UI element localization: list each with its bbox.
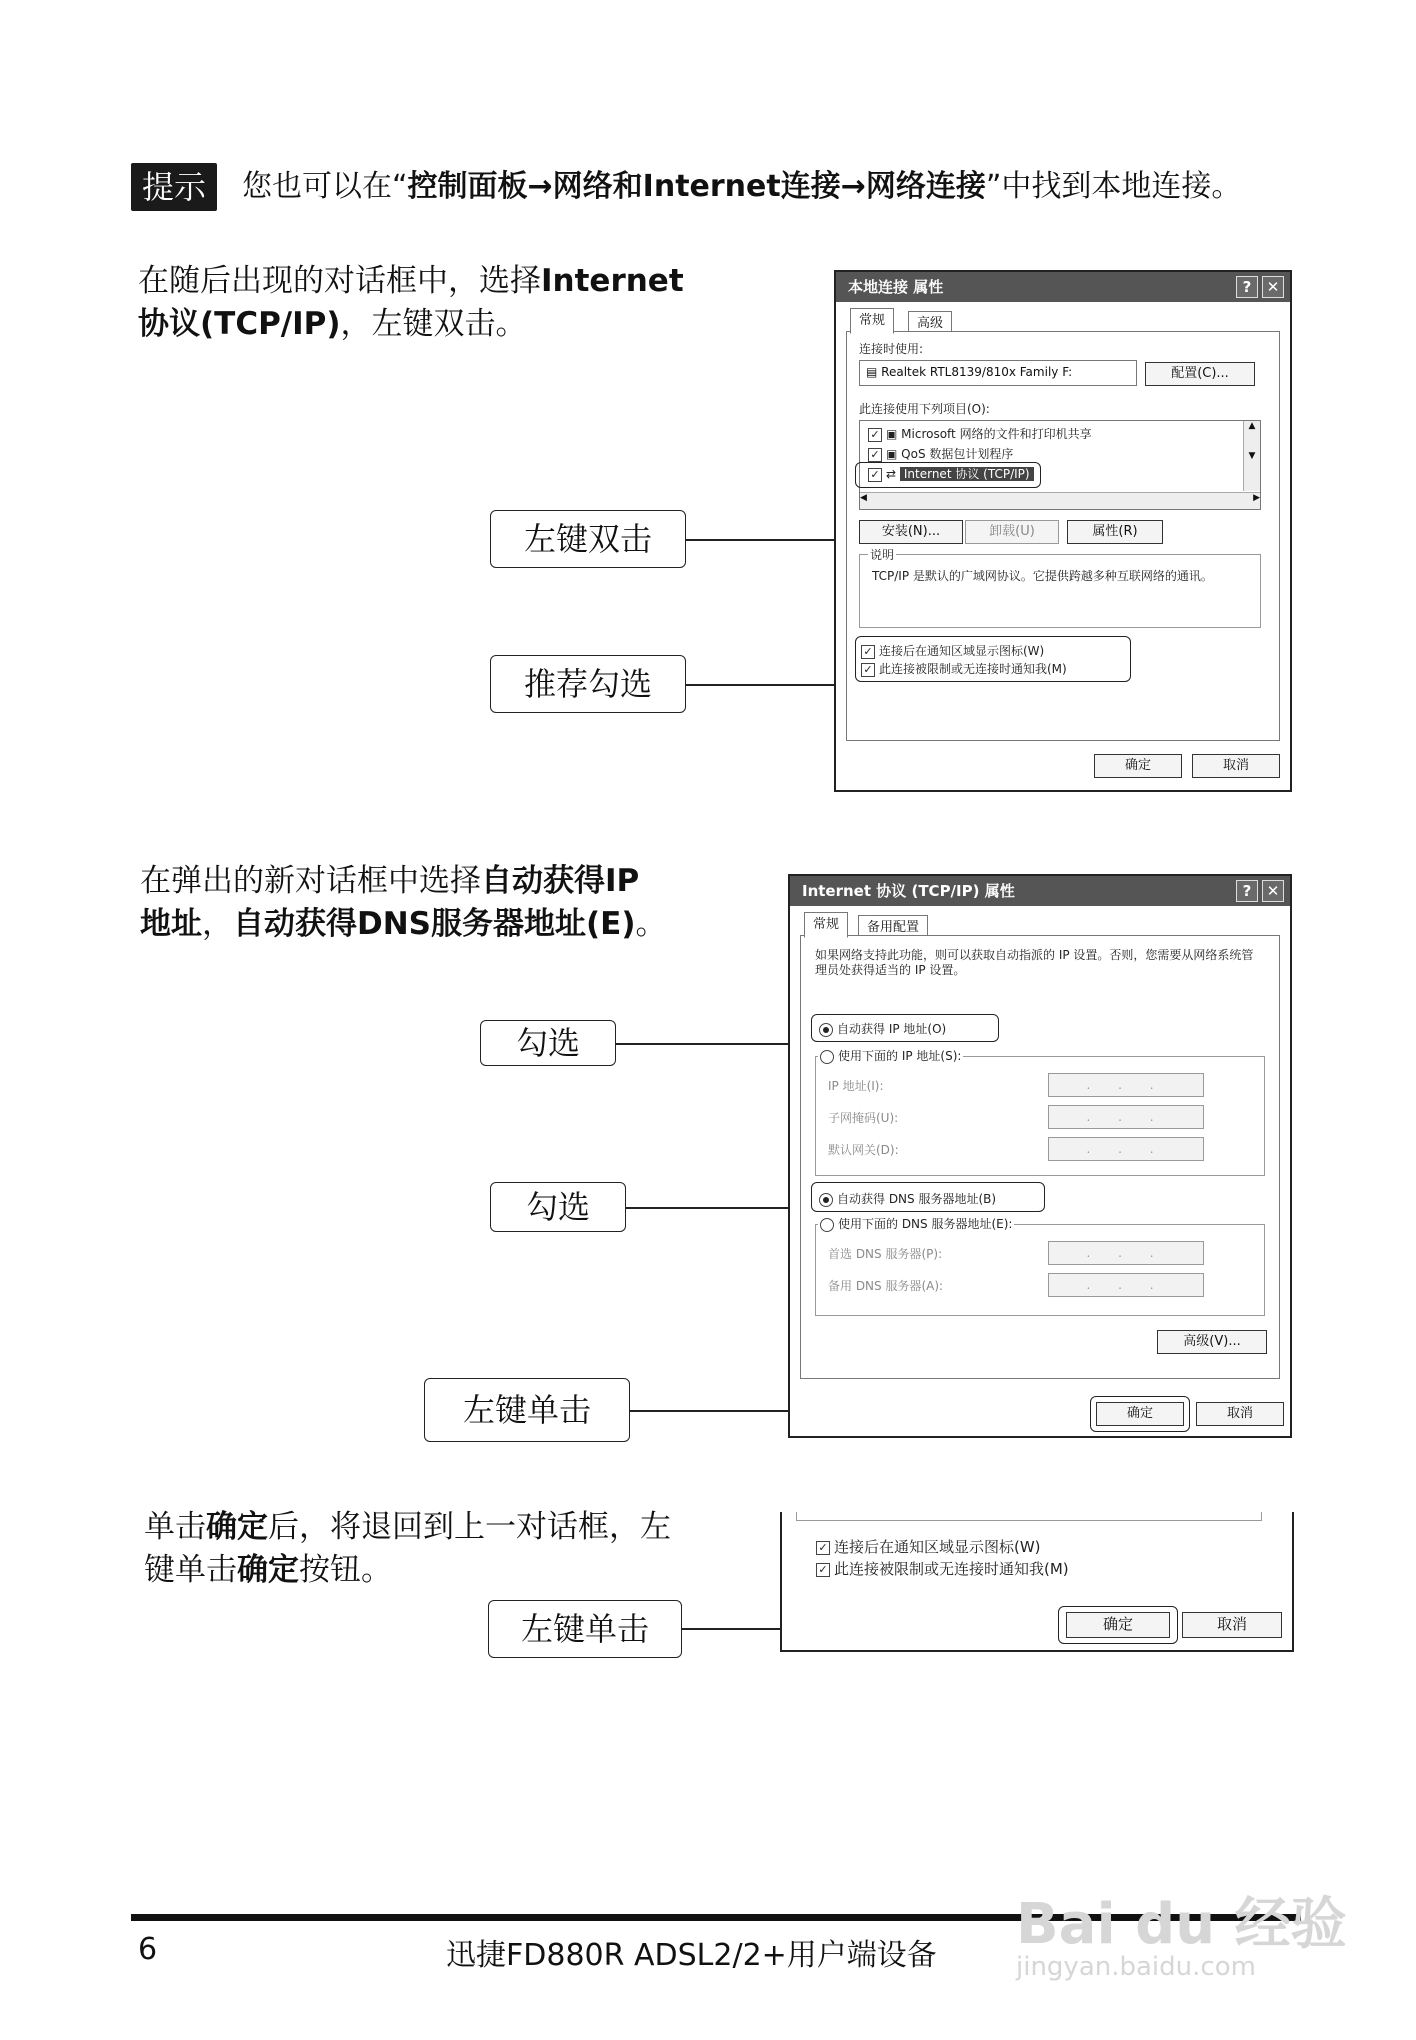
alternate-dns-field: . . . — [1048, 1273, 1204, 1297]
items-label: 此连接使用下列项目(O): — [859, 402, 990, 416]
callout-check-auto-dns: 勾选 — [490, 1182, 626, 1232]
connector-line — [626, 1207, 812, 1209]
tip-pre: 您也可以在 — [242, 169, 392, 204]
watermark-url: jingyan.baidu.com — [1016, 1952, 1256, 1982]
close-icon[interactable]: ✕ — [1262, 880, 1284, 902]
tip-path: 控制面板→网络和Internet连接→网络连接 — [407, 169, 986, 204]
intro-text: 如果网络支持此功能，则可以获取自动指派的 IP 设置。否则，您需要从网络系统管理员处获得适当的 IP 设置。 — [815, 948, 1254, 977]
highlight-auto-dns — [811, 1182, 1045, 1212]
list-item-label: Microsoft 网络的文件和打印机共享 — [901, 427, 1092, 441]
section2-bold-3: 自动获得DNS服务器地址(E) — [233, 906, 636, 942]
tip-badge: 提示 — [131, 163, 217, 211]
section3-bold-1: 确定 — [206, 1509, 268, 1545]
dialog-title-bar — [836, 272, 1290, 302]
preferred-dns-field: . . . — [1048, 1241, 1204, 1265]
section2-text-3: 。 — [635, 906, 667, 942]
checkbox[interactable]: ✓ — [861, 645, 875, 659]
checkbox-label: 此连接被限制或无连接时通知我(M) — [879, 662, 1067, 676]
radio-manual-dns[interactable] — [818, 1215, 1014, 1232]
adapter-field — [859, 360, 1137, 386]
uninstall-button: 卸载(U) — [965, 520, 1059, 544]
checkbox[interactable]: ✓ — [861, 663, 875, 677]
radio-button[interactable] — [820, 1218, 834, 1232]
watermark-logo: Bai du 经验 — [1016, 1892, 1347, 1957]
protocol-icon: ⇄ — [886, 467, 900, 481]
dialog-tcpip-properties — [788, 874, 1292, 1438]
tab-advanced[interactable]: 高级 — [908, 311, 952, 333]
section3-bold-2: 确定 — [237, 1552, 299, 1588]
tip-post: 中找到本地连接。 — [1001, 169, 1242, 204]
radio-label: 使用下面的 DNS 服务器地址(E): — [838, 1217, 1013, 1231]
section3-text-4: 按钮。 — [299, 1552, 392, 1588]
checkbox-label: 连接后在通知区域显示图标(W) — [879, 644, 1045, 658]
configure-button[interactable]: 配置(C)... — [1145, 362, 1255, 386]
page-number: 6 — [138, 1932, 158, 1967]
advanced-button[interactable]: 高级(V)... — [1157, 1330, 1267, 1354]
checkbox-show-icon[interactable] — [816, 1536, 1041, 1557]
section1-bold-2: 协议(TCP/IP) — [138, 306, 341, 342]
highlight-ok — [1090, 1396, 1190, 1432]
callout-double-click: 左键双击 — [490, 510, 686, 568]
tip-text — [242, 162, 1241, 212]
panel-edge — [796, 1512, 1262, 1521]
dialog-local-connection-properties — [834, 270, 1292, 792]
ok-button[interactable]: 确定 — [1066, 1612, 1170, 1638]
checkbox-label: 连接后在通知区域显示图标(W) — [834, 1538, 1041, 1556]
cancel-button[interactable]: 取消 — [1182, 1612, 1282, 1638]
ok-button[interactable]: 确定 — [1096, 1402, 1184, 1426]
section1-text-2: ，左键双击。 — [340, 306, 527, 342]
connect-using-label: 连接时使用: — [859, 342, 924, 356]
highlight-tcpip — [855, 462, 1041, 488]
tab-alternate-config[interactable]: 备用配置 — [858, 915, 928, 937]
close-icon[interactable]: ✕ — [1262, 276, 1284, 298]
description-label: 说明 — [870, 548, 895, 562]
help-icon[interactable]: ? — [1236, 880, 1258, 902]
properties-button[interactable]: 属性(R) — [1067, 520, 1163, 544]
checkbox[interactable]: ✓ — [816, 1541, 830, 1555]
network-card-icon: ▤ — [866, 365, 882, 379]
connector-line — [616, 1043, 808, 1045]
section2-text-2: ， — [202, 906, 233, 942]
callout-click-ok: 左键单击 — [424, 1378, 630, 1442]
highlight-auto-ip — [811, 1014, 999, 1042]
tip-quote-close: ” — [985, 169, 1002, 204]
section3-text-2: 后，将退回到上一对话框，左 — [268, 1509, 671, 1545]
footer-title: 迅捷FD880R ADSL2/2+用户端设备 — [446, 1938, 937, 1973]
install-button[interactable]: 安装(N)... — [859, 520, 963, 544]
checkbox[interactable]: ✓ — [868, 448, 882, 462]
ok-button[interactable]: 确定 — [1094, 754, 1182, 778]
callout-recommend-check: 推荐勾选 — [490, 655, 686, 713]
section1-paragraph — [138, 260, 698, 346]
dialog-title-bar — [790, 876, 1290, 906]
help-icon[interactable]: ? — [1236, 276, 1258, 298]
list-item-label: QoS 数据包计划程序 — [901, 447, 1014, 461]
checkbox-label: 此连接被限制或无连接时通知我(M) — [834, 1560, 1069, 1578]
dialog-title: Internet 协议 (TCP/IP) 属性 — [802, 882, 1015, 900]
section1-text-1: 在随后出现的对话框中，选择 — [138, 263, 541, 299]
checkbox[interactable]: ✓ — [868, 428, 882, 442]
tip-quote-open: “ — [392, 169, 408, 204]
highlight-checkboxes — [855, 636, 1131, 682]
dialog-title: 本地连接 属性 — [848, 278, 944, 296]
gateway-label: 默认网关(D): — [828, 1143, 899, 1157]
section3-text-1: 单击 — [144, 1509, 206, 1545]
radio-label: 自动获得 IP 地址(O) — [837, 1022, 947, 1036]
mask-label: 子网掩码(U): — [828, 1111, 899, 1125]
section1-bold-1: Internet — [541, 263, 684, 299]
tab-general[interactable]: 常规 — [804, 912, 848, 938]
section3-text-3: 键单击 — [144, 1552, 237, 1588]
tab-panel-general — [846, 331, 1280, 741]
horizontal-scrollbar[interactable]: ◀ ▶ — [860, 492, 1260, 509]
description-group — [859, 548, 1261, 628]
cancel-button[interactable]: 取消 — [1192, 754, 1280, 778]
gateway-field: . . . — [1048, 1137, 1204, 1161]
manual-dns-group — [815, 1217, 1265, 1316]
vertical-scrollbar[interactable]: ▲ ▼ — [1243, 421, 1260, 491]
radio-manual-ip[interactable] — [818, 1047, 963, 1064]
network-icon: ▣ — [886, 447, 902, 461]
tab-general[interactable]: 常规 — [850, 308, 894, 334]
callout-check-auto-ip: 勾选 — [480, 1020, 616, 1066]
tab-panel-general — [800, 935, 1280, 1379]
cancel-button[interactable]: 取消 — [1196, 1402, 1284, 1426]
manual-ip-group — [815, 1049, 1265, 1176]
list-item-label: Internet 协议 (TCP/IP) — [900, 467, 1034, 481]
section3-paragraph — [144, 1506, 724, 1592]
section2-bold-2: 地址 — [140, 906, 202, 942]
alternate-dns-label: 备用 DNS 服务器(A): — [828, 1279, 944, 1293]
checkbox-notify[interactable] — [816, 1558, 1069, 1579]
ip-label: IP 地址(I): — [828, 1079, 884, 1093]
radio-label: 自动获得 DNS 服务器地址(B) — [837, 1192, 997, 1206]
adapter-name: Realtek RTL8139/810x Family F: — [881, 365, 1073, 379]
section2-paragraph — [140, 860, 720, 946]
radio-label: 使用下面的 IP 地址(S): — [838, 1049, 962, 1063]
list-item[interactable] — [868, 425, 1092, 442]
preferred-dns-label: 首选 DNS 服务器(P): — [828, 1247, 943, 1261]
checkbox[interactable]: ✓ — [868, 468, 882, 482]
list-item[interactable] — [868, 445, 1013, 462]
highlight-ok — [1058, 1606, 1178, 1644]
radio-button[interactable] — [820, 1050, 834, 1064]
section2-text-1: 在弹出的新对话框中选择 — [140, 863, 481, 899]
ip-address-field: . . . — [1048, 1073, 1204, 1097]
section2-bold-1: 自动获得IP — [481, 863, 640, 899]
network-icon: ▣ — [886, 427, 902, 441]
checkbox[interactable]: ✓ — [816, 1563, 830, 1577]
description-text: TCP/IP 是默认的广域网协议。它提供跨越多种互联网络的通讯。 — [872, 569, 1213, 583]
subnet-mask-field: . . . — [1048, 1105, 1204, 1129]
dialog-partial-local-connection — [780, 1512, 1294, 1652]
callout-click-ok-final: 左键单击 — [488, 1600, 682, 1658]
